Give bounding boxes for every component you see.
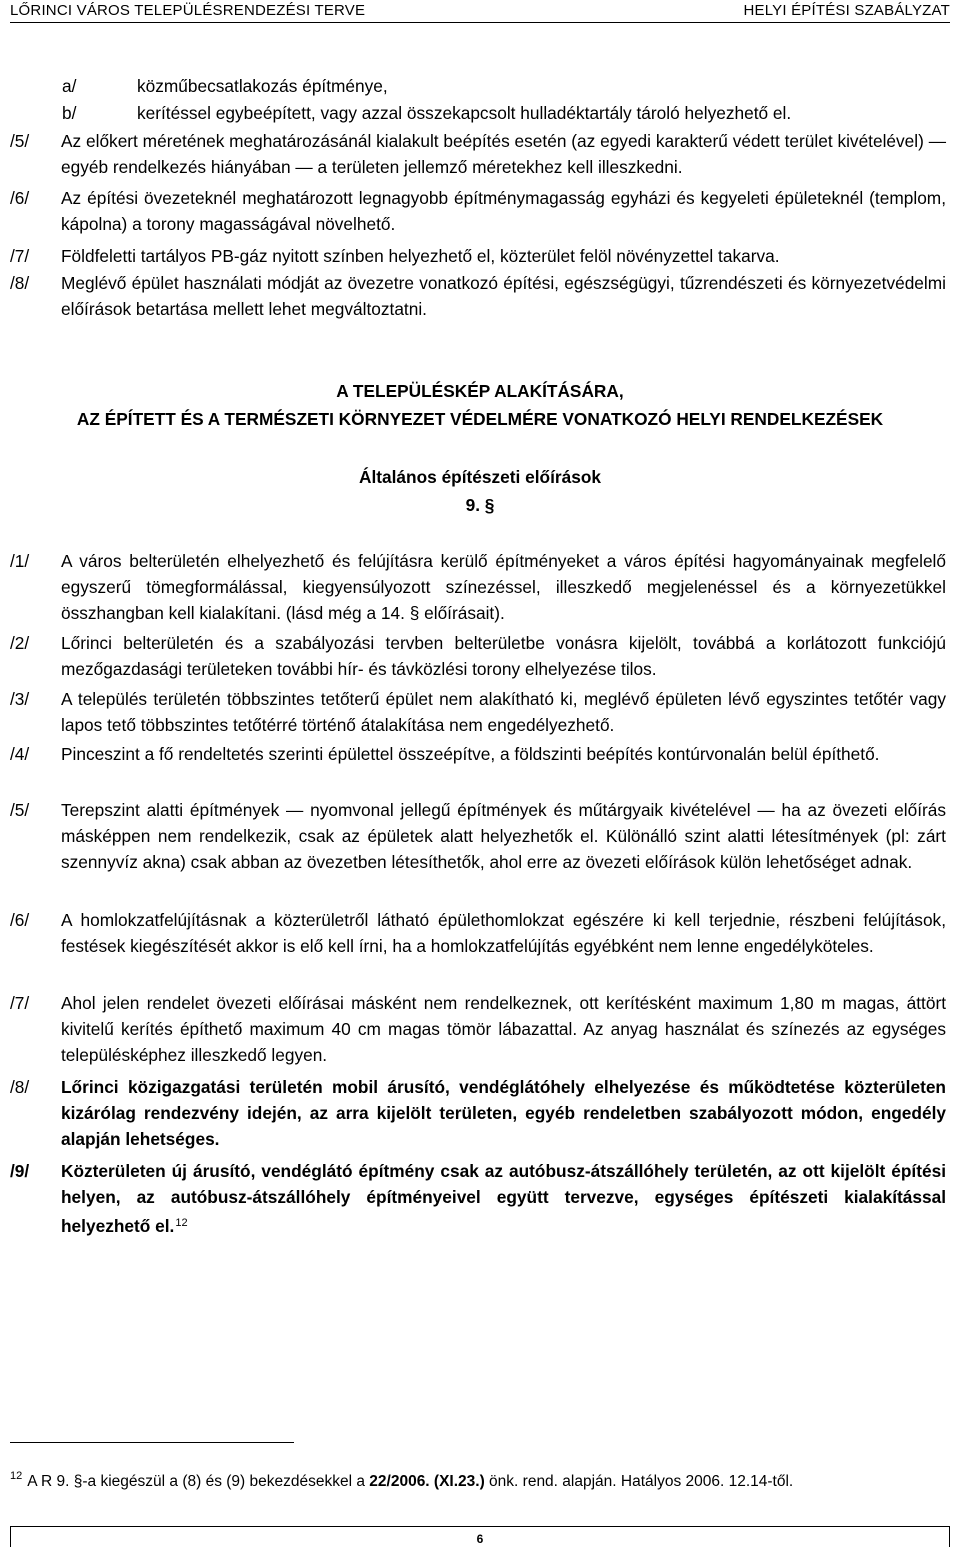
list-item-marker: b/: [62, 103, 77, 123]
list-item-text: közműbecsatlakozás építménye,: [137, 76, 388, 96]
paragraph-number: /7/: [10, 246, 30, 266]
paragraph-8-top: [10, 270, 946, 322]
footnote-reference[interactable]: 12: [175, 1217, 188, 1229]
paragraph-2: [10, 630, 946, 682]
paragraph-text: Földfeletti tartályos PB-gáz nyitott színben helyezhető el, közterület felöl növényzettel takarva.: [61, 246, 780, 266]
paragraph-text: Az építési övezeteknél meghatározott legnagyobb építménymagasság egyházi és kegyeleti épületeknél (templom, kápolna) a torony magasságával növelhető.: [61, 188, 946, 234]
list-item-marker: a/: [62, 76, 77, 96]
paragraph-number: /2/: [10, 633, 30, 653]
paragraph-text-body: Közterületen új árusító, vendéglátó építmény csak az autóbusz-átszállóhely területén, az ott kijelölt építési helyen, az autóbusz-átszállóhely építményeivel együtt tervezve, egységes építészeti kialakítással helyezhető el.: [61, 1161, 946, 1236]
paragraph-text: A homlokzatfelújításnak a közterületről látható épülethomlokzat egészére ki kell terjednie, részbeni felújítások, festések kiegészítését akkor is elő kell írni, ha a homlokzatfelújítás egyébként nem lenne engedélyköteles.: [61, 910, 946, 956]
paragraph-text: Lőrinci közigazgatási területén mobil árusító, vendéglátóhely elhelyezése és működtetése közterületen kizárólag rendezvény idején, az arra kijelölt területen, egyéb rendeletben szabályozott módon, engedély alapján lehetséges.: [61, 1077, 946, 1149]
page-number-box: [10, 1526, 950, 1547]
paragraph-1: [10, 548, 946, 626]
footnote-separator: [10, 1442, 294, 1443]
paragraph-number: /9/: [10, 1161, 30, 1181]
paragraph-6: [10, 907, 946, 959]
list-item-text: kerítéssel egybeépített, vagy azzal összekapcsolt hulladéktartály tároló helyezhető el.: [137, 103, 792, 123]
paragraph-text: A település területén többszintes tetőterű épület nem alakítható ki, meglévő épületen lévő egyszintes tetőtér vagy lapos tető többszintes tetőtérré történő átalakítása nem engedélyezhető.: [61, 689, 946, 735]
paragraph-number: /4/: [10, 744, 30, 764]
paragraph-3: [10, 686, 946, 738]
paragraph-text: Pinceszint a fő rendeltetés szerinti épülettel összeépítve, a földszinti beépítés kontúrvonalán belül építhető.: [61, 744, 880, 764]
paragraph-text: Terepszint alatti építmények — nyomvonal jellegű építmények és műtárgyaik kivételével — ha az övezeti előírás másképpen nem rendelkezik, csak az épületek alatt helyezhetők el. Különálló szint alatti létesítmények (pl: zárt szennyvíz akna) csak abban az övezetben létesíthetők, ahol erre az övezeti előírások külön lehetőséget adnak.: [61, 800, 946, 872]
paragraph-number: /6/: [10, 910, 30, 930]
paragraph-text: Ahol jelen rendelet övezeti előírásai másként nem rendelkeznek, ott kerítésként maximum 1,80 m magas, áttört kivitelű kerítés építhető maximum 40 cm magas tömör lábazattal. Az anyag használat és színezés az egységes településképhez illeszkedő legyen.: [61, 993, 946, 1065]
section-title-line2: AZ ÉPÍTETT ÉS A TERMÉSZETI KÖRNYEZET VÉDELMÉRE VONATKOZÓ HELYI RENDELKEZÉSEK: [76, 409, 884, 429]
paragraph-number: /6/: [10, 188, 30, 208]
paragraph-number: /1/: [10, 551, 30, 571]
list-item-a: [10, 73, 946, 99]
paragraph-9: [10, 1158, 946, 1239]
paragraph-mark: 9. §: [465, 495, 495, 515]
header-section-title: HELYI ÉPÍTÉSI SZABÁLYZAT: [743, 2, 950, 19]
footnote-text-end: önk. rend. alapján. Hatályos 2006. 12.14-től.: [484, 1473, 794, 1490]
paragraph-text: Az előkert méretének meghatározásánál kialakult beépítés esetén (az egyedi karakterű védett terület kivételével) — egyéb rendelkezés hiányában — a területen jellemző méretekhez kell illeszkedni.: [61, 131, 946, 177]
paragraph-text: Meglévő épület használati módját az övezetre vonatkozó építési, egészségügyi, tűzrendészeti és környezetvédelmi előírások betartása mellett lehet megváltoztatni.: [61, 273, 946, 319]
footnote-mark: 12: [10, 1470, 23, 1482]
paragraph-number: /3/: [10, 689, 30, 709]
paragraph-text: Lőrinci belterületén és a szabályozási tervben belterületbe vonásra kijelölt, továbbá a korlátozott funkciójú mezőgazdasági területeken további hír- és távközlési torony elhelyezése tilos.: [61, 633, 946, 679]
paragraph-number: /8/: [10, 1077, 30, 1097]
paragraph-5: [10, 797, 946, 875]
list-item-b: [10, 100, 946, 126]
footnote-text-start: A R 9. §-a kiegészül a (8) és (9) bekezdésekkel a: [27, 1473, 370, 1490]
section-subtitle: Általános építészeti előírások: [358, 467, 602, 487]
paragraph-number: /5/: [10, 800, 30, 820]
footnote: [10, 1466, 950, 1492]
paragraph-5-top: [10, 128, 946, 180]
paragraph-number: /8/: [10, 273, 30, 293]
paragraph-6-top: [10, 185, 946, 237]
paragraph-7-top: [10, 243, 946, 269]
paragraph-4: [10, 741, 946, 767]
paragraph-text: A város belterületén elhelyezhető és felújításra kerülő építményeket a város építési hagyományainak megfelelő egyszerű tömegformálással, kiegyensúlyozott színezéssel, illeszkedő megjelenéssel és a környezetükkel összhangban kell kialakítani. (lásd még a 14. § előírásait).: [61, 551, 946, 623]
header-document-title: LŐRINCI VÁROS TELEPÜLÉSRENDEZÉSI TERVE: [10, 2, 366, 19]
footnote-decree-number: 22/2006. (XI.23.): [369, 1473, 485, 1490]
paragraph-number: /5/: [10, 131, 30, 151]
page-number: 6: [476, 1532, 484, 1546]
section-title-line1: A TELEPÜLÉSKÉP ALAKÍTÁSÁRA,: [336, 381, 624, 401]
page-header: [10, 0, 950, 23]
paragraph-number: /7/: [10, 993, 30, 1013]
paragraph-text: [61, 1158, 946, 1239]
paragraph-8: [10, 1074, 946, 1152]
paragraph-7: [10, 990, 946, 1068]
